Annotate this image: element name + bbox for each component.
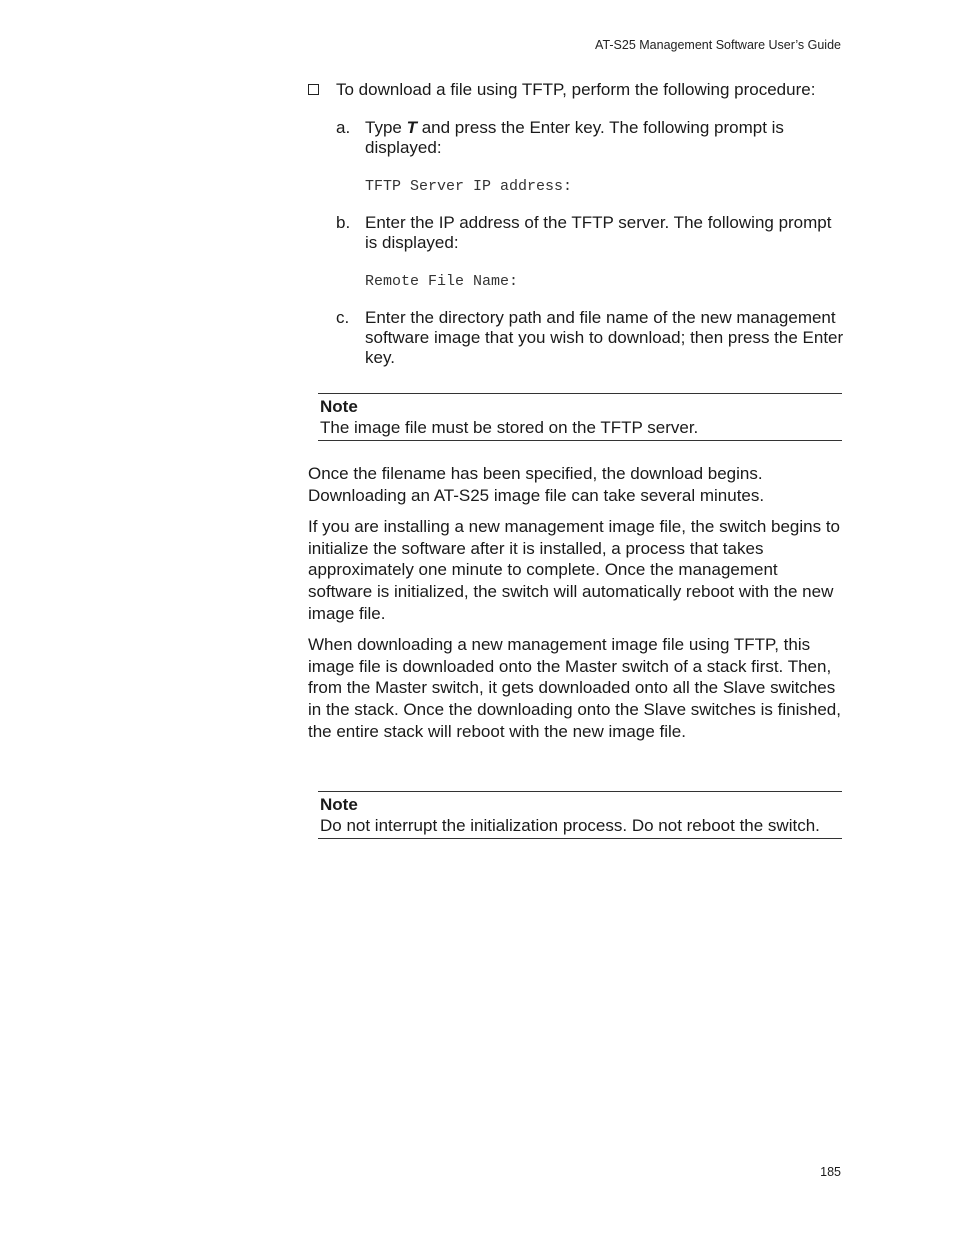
note-text: The image file must be stored on the TFTP server.: [320, 418, 699, 437]
paragraph: Once the filename has been specified, the download begins. Downloading an AT-S25 image file can take several minutes.: [308, 464, 765, 505]
step-letter: a.: [336, 118, 351, 137]
prompt-text: TFTP Server IP address:: [365, 178, 573, 195]
note-title: Note: [320, 397, 358, 416]
key-name: T: [406, 118, 417, 137]
paragraph: When downloading a new management image file using TFTP, this image file is downloaded onto the Master switch of a stack first. Then, from the Master switch, it gets downloaded onto all the Slave switches in the stack. Once the downloading onto the Slave switches is finished, the entire stack will reboot with the new image file.: [308, 635, 841, 741]
step-text: Enter the IP address of the TFTP server. The following prompt is displayed:: [365, 213, 832, 252]
page-number: 185: [820, 1165, 841, 1179]
note-text: Do not interrupt the initialization process. Do not reboot the switch.: [320, 816, 820, 835]
step-text: Type T and press the Enter key. The following prompt is displayed:: [365, 118, 784, 157]
checkbox-bullet-icon: [308, 84, 319, 95]
note-title: Note: [320, 795, 358, 814]
running-header: AT-S25 Management Software User’s Guide: [595, 38, 841, 52]
note-box: [318, 791, 842, 839]
paragraph: If you are installing a new management image file, the switch begins to initialize the software after it is installed, a process that takes approximately one minute to complete. Once the management software is initialized, the switch will automatically reboot with the new image file.: [308, 517, 841, 623]
step-text: Enter the directory path and file name of the new management software image that you wish to download; then press the Enter key.: [365, 308, 844, 367]
note-box: [318, 393, 842, 441]
step-letter: b.: [336, 213, 351, 232]
prompt-text: Remote File Name:: [365, 273, 519, 290]
procedure-intro-text: To download a file using TFTP, perform the following procedure:: [336, 80, 816, 99]
step-letter: c.: [336, 308, 350, 327]
